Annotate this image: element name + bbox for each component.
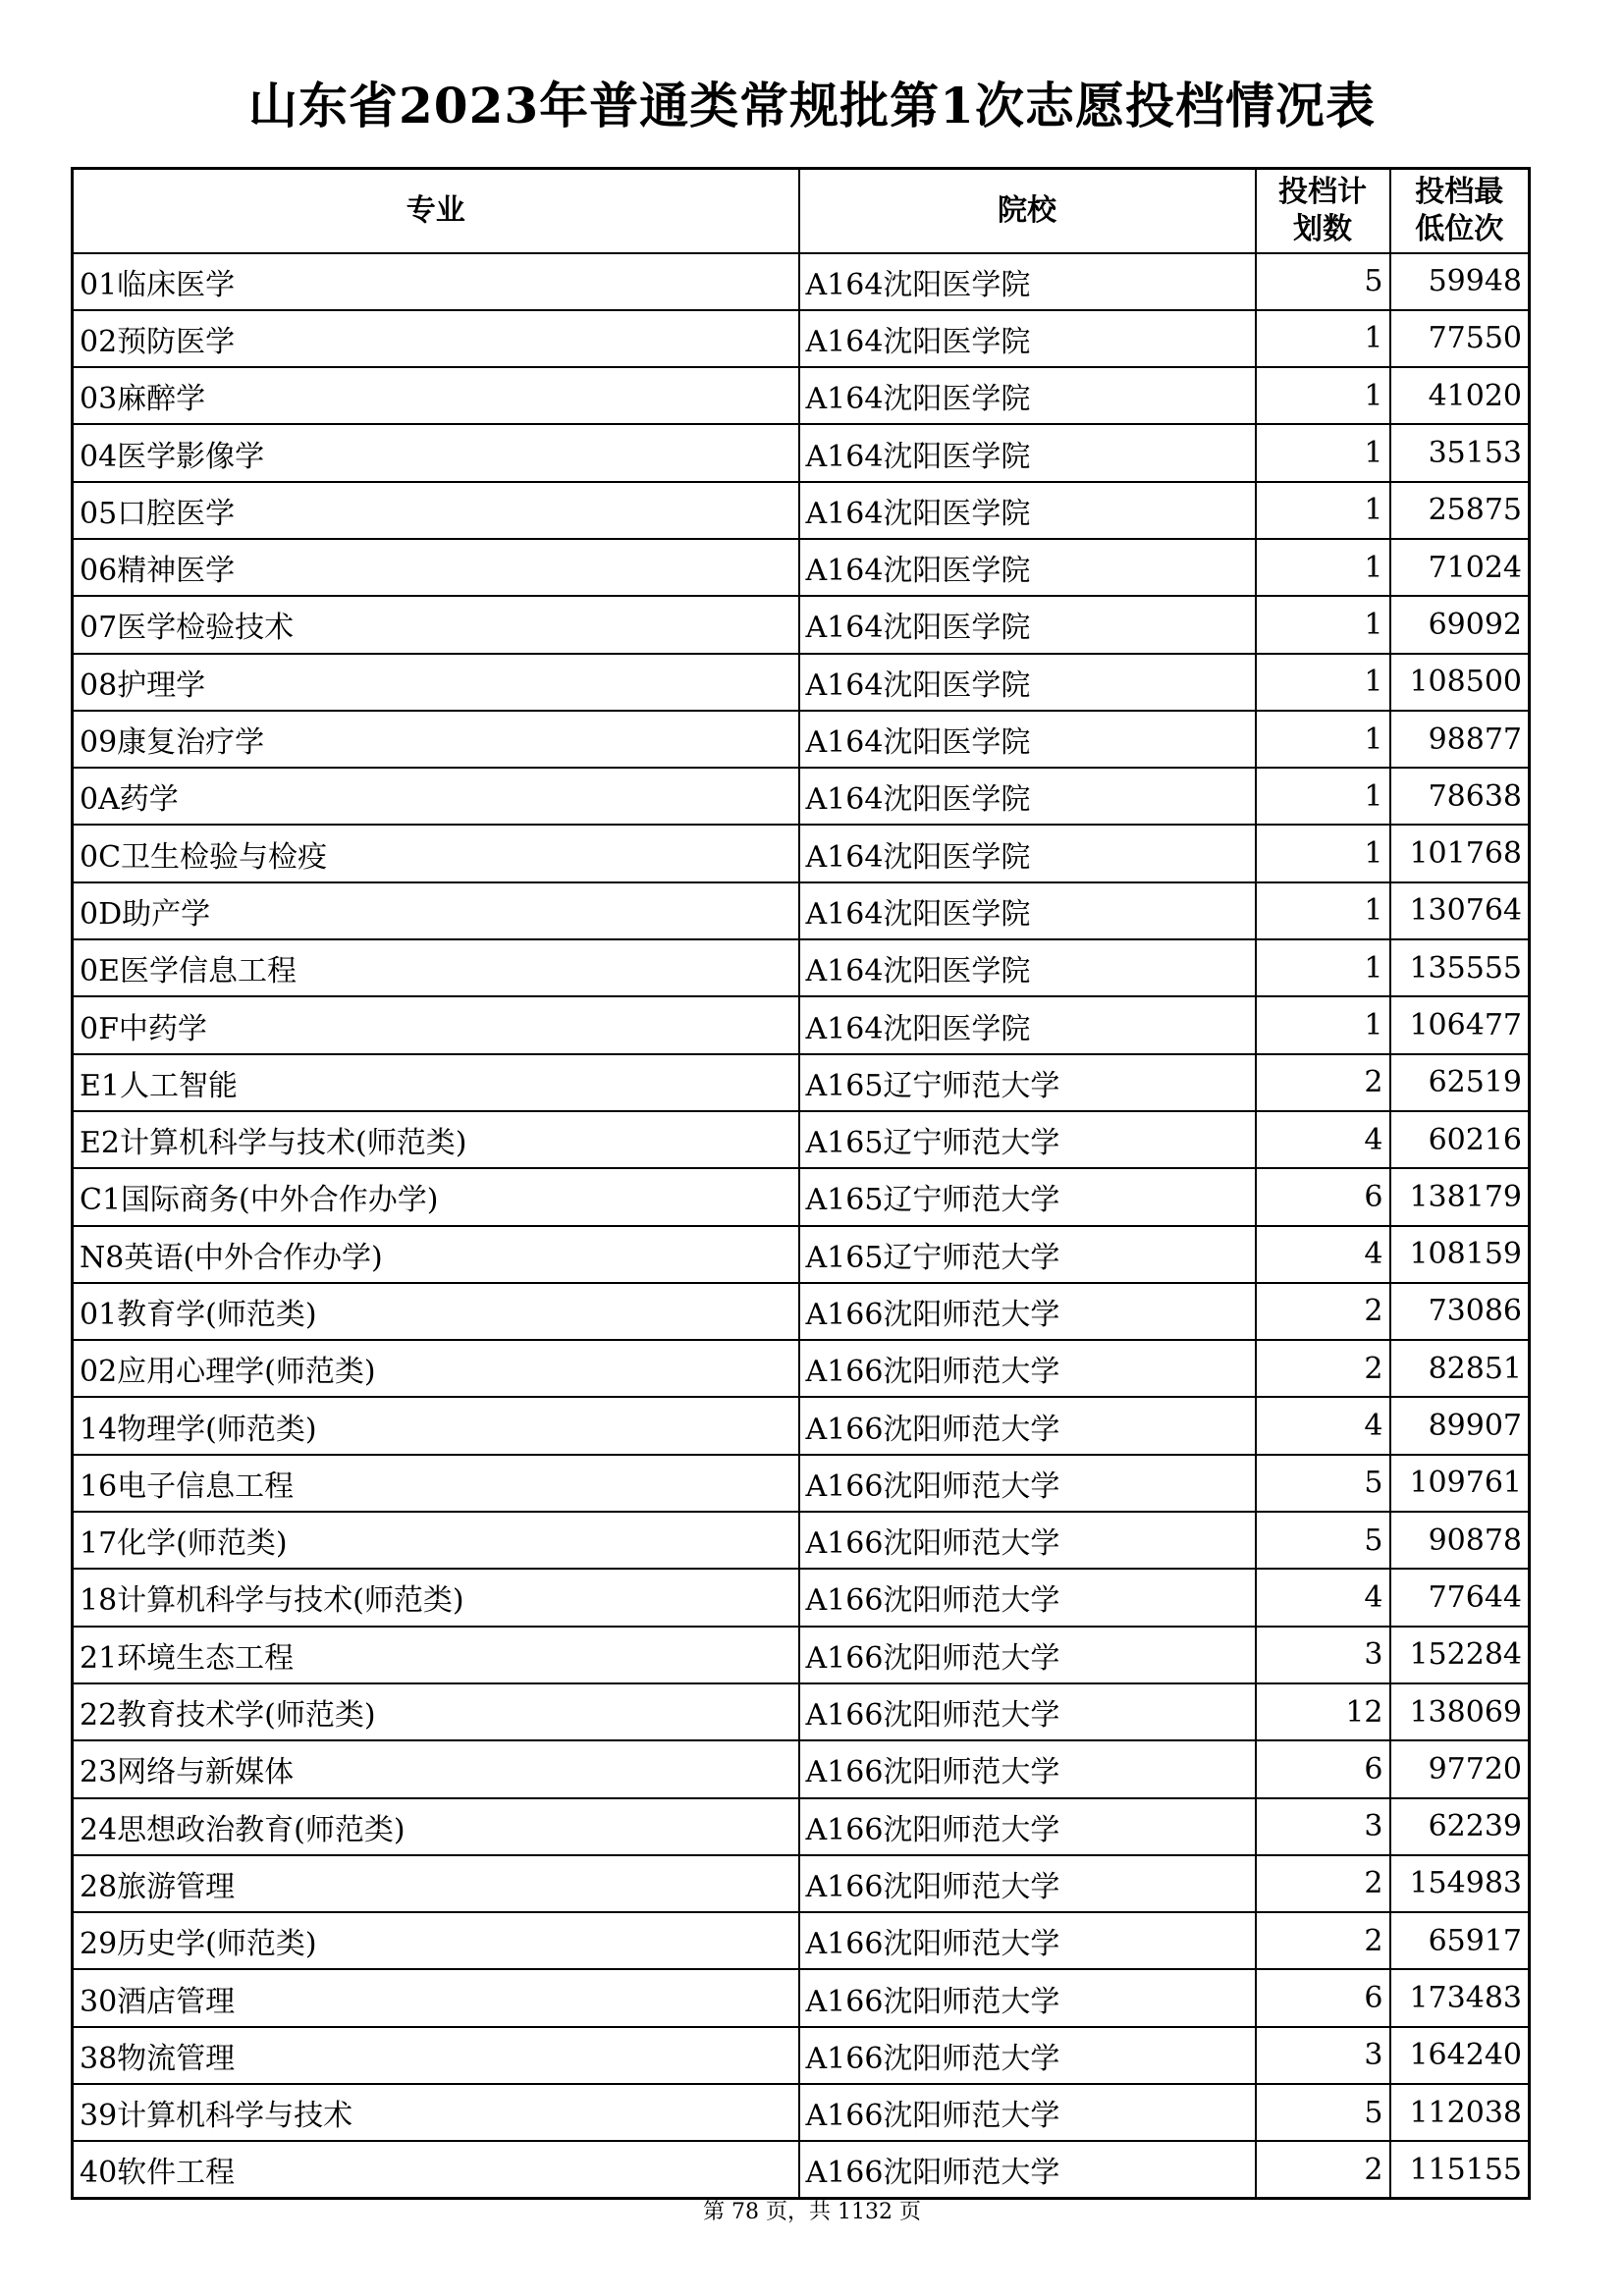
school-cell: A164沈阳医学院 <box>799 939 1256 996</box>
school-cell: A164沈阳医学院 <box>799 996 1256 1053</box>
plan-count-cell: 4 <box>1256 1397 1390 1454</box>
plan-count-cell: 1 <box>1256 367 1390 424</box>
plan-count-cell: 1 <box>1256 310 1390 367</box>
plan-count-cell: 3 <box>1256 1798 1390 1855</box>
min-rank-cell: 62239 <box>1390 1798 1530 1855</box>
school-cell: A166沈阳师范大学 <box>799 1798 1256 1855</box>
plan-count-cell: 12 <box>1256 1683 1390 1740</box>
min-rank-cell: 97720 <box>1390 1740 1530 1797</box>
school-cell: A166沈阳师范大学 <box>799 1283 1256 1340</box>
major-cell: 0D助产学 <box>73 882 799 939</box>
plan-count-cell: 1 <box>1256 882 1390 939</box>
school-cell: A164沈阳医学院 <box>799 367 1256 424</box>
plan-count-cell: 5 <box>1256 2084 1390 2141</box>
min-rank-cell: 78638 <box>1390 768 1530 825</box>
plan-count-cell: 1 <box>1256 939 1390 996</box>
plan-count-cell: 4 <box>1256 1111 1390 1168</box>
header-major: 专业 <box>73 169 799 253</box>
major-cell: 14物理学(师范类) <box>73 1397 799 1454</box>
major-cell: 07医学检验技术 <box>73 596 799 653</box>
major-cell: N8英语(中外合作办学) <box>73 1226 799 1283</box>
major-cell: 17化学(师范类) <box>73 1512 799 1569</box>
school-cell: A164沈阳医学院 <box>799 711 1256 768</box>
table-row <box>73 1969 1530 2026</box>
min-rank-cell: 89907 <box>1390 1397 1530 1454</box>
plan-count-cell: 5 <box>1256 1512 1390 1569</box>
major-cell: 16电子信息工程 <box>73 1455 799 1512</box>
school-cell: A166沈阳师范大学 <box>799 1740 1256 1797</box>
table-row <box>73 1111 1530 1168</box>
major-cell: 09康复治疗学 <box>73 711 799 768</box>
plan-count-cell: 1 <box>1256 654 1390 711</box>
table-row <box>73 1569 1530 1626</box>
plan-count-cell: 2 <box>1256 1283 1390 1340</box>
min-rank-cell: 25875 <box>1390 482 1530 539</box>
table-row <box>73 1283 1530 1340</box>
plan-count-cell: 1 <box>1256 482 1390 539</box>
major-cell: 0A药学 <box>73 768 799 825</box>
table-row <box>73 253 1530 310</box>
min-rank-cell: 60216 <box>1390 1111 1530 1168</box>
plan-count-cell: 1 <box>1256 996 1390 1053</box>
min-rank-cell: 90878 <box>1390 1512 1530 1569</box>
table-row <box>73 2141 1530 2198</box>
school-cell: A165辽宁师范大学 <box>799 1226 1256 1283</box>
major-cell: 08护理学 <box>73 654 799 711</box>
min-rank-cell: 82851 <box>1390 1340 1530 1397</box>
plan-count-cell: 4 <box>1256 1569 1390 1626</box>
min-rank-cell: 108159 <box>1390 1226 1530 1283</box>
table-row <box>73 2027 1530 2084</box>
min-rank-cell: 77550 <box>1390 310 1530 367</box>
table-row <box>73 596 1530 653</box>
table-row <box>73 711 1530 768</box>
school-cell: A164沈阳医学院 <box>799 882 1256 939</box>
header-plan-line2: 划数 <box>1293 211 1352 246</box>
school-cell: A166沈阳师范大学 <box>799 1455 1256 1512</box>
min-rank-cell: 108500 <box>1390 654 1530 711</box>
plan-count-cell: 1 <box>1256 596 1390 653</box>
min-rank-cell: 152284 <box>1390 1627 1530 1683</box>
plan-count-cell: 6 <box>1256 1969 1390 2026</box>
plan-count-cell: 2 <box>1256 2141 1390 2198</box>
page-footer: 第 78 页，共 1132 页 <box>703 2200 921 2224</box>
min-rank-cell: 62519 <box>1390 1054 1530 1111</box>
table-row <box>73 1683 1530 1740</box>
major-cell: E2计算机科学与技术(师范类) <box>73 1111 799 1168</box>
table-row <box>73 482 1530 539</box>
table-body <box>73 253 1530 2199</box>
header-rank-line2: 低位次 <box>1415 211 1504 246</box>
plan-count-cell: 2 <box>1256 1054 1390 1111</box>
major-cell: 0E医学信息工程 <box>73 939 799 996</box>
school-cell: A166沈阳师范大学 <box>799 2027 1256 2084</box>
table-row <box>73 310 1530 367</box>
min-rank-cell: 138069 <box>1390 1683 1530 1740</box>
min-rank-cell: 135555 <box>1390 939 1530 996</box>
table-row <box>73 825 1530 881</box>
min-rank-cell: 59948 <box>1390 253 1530 310</box>
school-cell: A166沈阳师范大学 <box>799 1855 1256 1912</box>
school-cell: A164沈阳医学院 <box>799 253 1256 310</box>
school-cell: A166沈阳师范大学 <box>799 1569 1256 1626</box>
plan-count-cell: 3 <box>1256 1627 1390 1683</box>
min-rank-cell: 115155 <box>1390 2141 1530 2198</box>
table-header <box>73 169 1530 253</box>
major-cell: 39计算机科学与技术 <box>73 2084 799 2141</box>
header-plan-line1: 投档计 <box>1278 174 1367 209</box>
school-cell: A164沈阳医学院 <box>799 768 1256 825</box>
header-rank-line1: 投档最 <box>1415 174 1504 209</box>
school-cell: A166沈阳师范大学 <box>799 1683 1256 1740</box>
major-cell: 01教育学(师范类) <box>73 1283 799 1340</box>
admission-table <box>71 167 1531 2200</box>
table-row <box>73 424 1530 481</box>
major-cell: 29历史学(师范类) <box>73 1912 799 1969</box>
major-cell: 23网络与新媒体 <box>73 1740 799 1797</box>
min-rank-cell: 101768 <box>1390 825 1530 881</box>
min-rank-cell: 41020 <box>1390 367 1530 424</box>
plan-count-cell: 1 <box>1256 424 1390 481</box>
min-rank-cell: 173483 <box>1390 1969 1530 2026</box>
school-cell: A166沈阳师范大学 <box>799 2084 1256 2141</box>
table-row <box>73 1226 1530 1283</box>
min-rank-cell: 98877 <box>1390 711 1530 768</box>
school-cell: A166沈阳师范大学 <box>799 2141 1256 2198</box>
school-cell: A166沈阳师范大学 <box>799 1969 1256 2026</box>
school-cell: A165辽宁师范大学 <box>799 1054 1256 1111</box>
min-rank-cell: 109761 <box>1390 1455 1530 1512</box>
major-cell: 05口腔医学 <box>73 482 799 539</box>
school-cell: A164沈阳医学院 <box>799 825 1256 881</box>
plan-count-cell: 2 <box>1256 1912 1390 1969</box>
min-rank-cell: 77644 <box>1390 1569 1530 1626</box>
major-cell: 24思想政治教育(师范类) <box>73 1798 799 1855</box>
min-rank-cell: 130764 <box>1390 882 1530 939</box>
school-cell: A166沈阳师范大学 <box>799 1340 1256 1397</box>
min-rank-cell: 164240 <box>1390 2027 1530 2084</box>
major-cell: 04医学影像学 <box>73 424 799 481</box>
major-cell: 21环境生态工程 <box>73 1627 799 1683</box>
table-row <box>73 882 1530 939</box>
school-cell: A165辽宁师范大学 <box>799 1168 1256 1225</box>
plan-count-cell: 1 <box>1256 825 1390 881</box>
school-cell: A164沈阳医学院 <box>799 596 1256 653</box>
table-row <box>73 1168 1530 1225</box>
major-cell: C1国际商务(中外合作办学) <box>73 1168 799 1225</box>
table-row <box>73 1512 1530 1569</box>
plan-count-cell: 6 <box>1256 1740 1390 1797</box>
plan-count-cell: 3 <box>1256 2027 1390 2084</box>
header-rank <box>1390 169 1530 253</box>
page-title: 山东省2023年普通类常规批第1次志愿投档情况表 <box>248 77 1376 134</box>
major-cell: E1人工智能 <box>73 1054 799 1111</box>
school-cell: A164沈阳医学院 <box>799 310 1256 367</box>
table-row <box>73 996 1530 1053</box>
table-row <box>73 1397 1530 1454</box>
plan-count-cell: 6 <box>1256 1168 1390 1225</box>
min-rank-cell: 112038 <box>1390 2084 1530 2141</box>
header-row <box>73 169 1530 253</box>
table-row <box>73 2084 1530 2141</box>
plan-count-cell: 2 <box>1256 1855 1390 1912</box>
min-rank-cell: 65917 <box>1390 1912 1530 1969</box>
min-rank-cell: 138179 <box>1390 1168 1530 1225</box>
table-row <box>73 1798 1530 1855</box>
major-cell: 0F中药学 <box>73 996 799 1053</box>
major-cell: 0C卫生检验与检疫 <box>73 825 799 881</box>
major-cell: 02预防医学 <box>73 310 799 367</box>
min-rank-cell: 73086 <box>1390 1283 1530 1340</box>
min-rank-cell: 154983 <box>1390 1855 1530 1912</box>
school-cell: A164沈阳医学院 <box>799 539 1256 596</box>
major-cell: 02应用心理学(师范类) <box>73 1340 799 1397</box>
major-cell: 03麻醉学 <box>73 367 799 424</box>
table-row <box>73 1054 1530 1111</box>
major-cell: 22教育技术学(师范类) <box>73 1683 799 1740</box>
school-cell: A164沈阳医学院 <box>799 424 1256 481</box>
major-cell: 28旅游管理 <box>73 1855 799 1912</box>
header-plan <box>1256 169 1390 253</box>
major-cell: 38物流管理 <box>73 2027 799 2084</box>
min-rank-cell: 71024 <box>1390 539 1530 596</box>
school-cell: A166沈阳师范大学 <box>799 1512 1256 1569</box>
table-row <box>73 1340 1530 1397</box>
header-school: 院校 <box>799 169 1256 253</box>
table-row <box>73 1455 1530 1512</box>
school-cell: A165辽宁师范大学 <box>799 1111 1256 1168</box>
table-row <box>73 939 1530 996</box>
plan-count-cell: 4 <box>1256 1226 1390 1283</box>
table-row <box>73 654 1530 711</box>
school-cell: A166沈阳师范大学 <box>799 1627 1256 1683</box>
plan-count-cell: 1 <box>1256 539 1390 596</box>
plan-count-cell: 1 <box>1256 711 1390 768</box>
school-cell: A164沈阳医学院 <box>799 654 1256 711</box>
table-row <box>73 768 1530 825</box>
major-cell: 18计算机科学与技术(师范类) <box>73 1569 799 1626</box>
school-cell: A164沈阳医学院 <box>799 482 1256 539</box>
plan-count-cell: 1 <box>1256 768 1390 825</box>
school-cell: A166沈阳师范大学 <box>799 1397 1256 1454</box>
table-row <box>73 1740 1530 1797</box>
table-row <box>73 367 1530 424</box>
table-row <box>73 1855 1530 1912</box>
min-rank-cell: 35153 <box>1390 424 1530 481</box>
major-cell: 01临床医学 <box>73 253 799 310</box>
table-row <box>73 1912 1530 1969</box>
major-cell: 30酒店管理 <box>73 1969 799 2026</box>
major-cell: 06精神医学 <box>73 539 799 596</box>
min-rank-cell: 69092 <box>1390 596 1530 653</box>
plan-count-cell: 5 <box>1256 1455 1390 1512</box>
min-rank-cell: 106477 <box>1390 996 1530 1053</box>
school-cell: A166沈阳师范大学 <box>799 1912 1256 1969</box>
table-row <box>73 1627 1530 1683</box>
plan-count-cell: 5 <box>1256 253 1390 310</box>
major-cell: 40软件工程 <box>73 2141 799 2198</box>
plan-count-cell: 2 <box>1256 1340 1390 1397</box>
table-row <box>73 539 1530 596</box>
